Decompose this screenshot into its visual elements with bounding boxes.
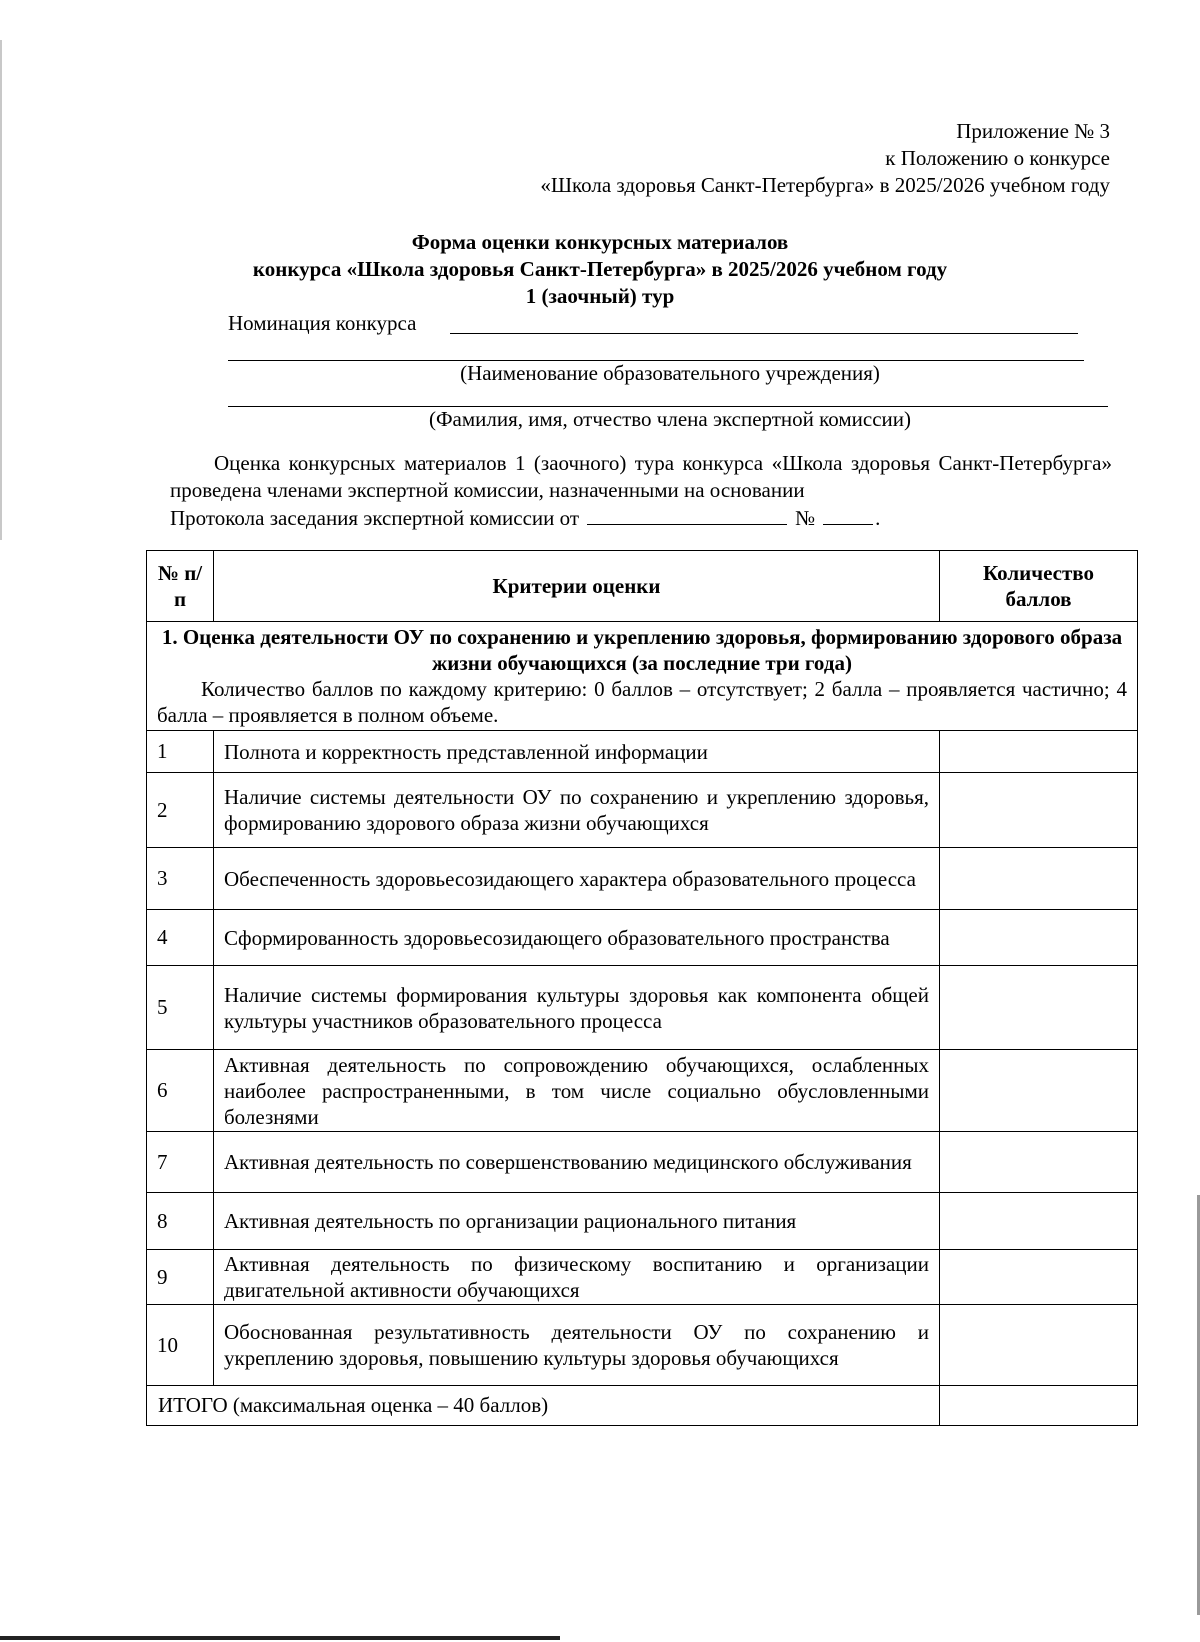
row-num: 9: [147, 1250, 214, 1305]
school-input-line[interactable]: [228, 340, 1084, 361]
appendix-header: [540, 118, 1110, 199]
row-num: 4: [147, 910, 214, 966]
score-cell[interactable]: [940, 1050, 1138, 1132]
protocol-date-line[interactable]: [587, 504, 787, 525]
row-num: 5: [147, 966, 214, 1050]
score-cell[interactable]: [940, 966, 1138, 1050]
form-title: [150, 229, 1050, 310]
row-criterion: Обоснованная результативность деятельности ОУ по сохранению и укреплению здоровья, повышению культуры здоровья обучающихся: [214, 1305, 940, 1386]
row-num: 2: [147, 773, 214, 848]
protocol-number-line[interactable]: [823, 504, 873, 525]
row-criterion: Активная деятельность по организации рационального питания: [214, 1193, 940, 1250]
row-criterion: Активная деятельность по физическому воспитанию и организации двигательной активности обучающихся: [214, 1250, 940, 1305]
table-row: [147, 966, 1138, 1050]
paragraph-last-line: [170, 504, 1112, 532]
score-cell[interactable]: [940, 1305, 1138, 1386]
section-cell: [147, 622, 1138, 731]
score-cell[interactable]: [940, 848, 1138, 910]
score-cell[interactable]: [940, 910, 1138, 966]
row-criterion: Наличие системы формирования культуры здоровья как компонента общей культуры участников образовательного процесса: [214, 966, 940, 1050]
table-row: [147, 1193, 1138, 1250]
school-caption: (Наименование образовательного учреждения): [460, 361, 880, 385]
row-criterion: Активная деятельность по совершенствованию медицинского обслуживания: [214, 1132, 940, 1193]
row-criterion: Обеспеченность здоровьесозидающего характера образовательного процесса: [214, 848, 940, 910]
section-title: 1. Оценка деятельности ОУ по сохранению и укреплению здоровья, формированию здорового образа жизни обучающихся (за последние три года): [161, 625, 1123, 675]
scan-edge-bottom: [0, 1636, 560, 1640]
criteria-table: [146, 550, 1138, 1426]
nomination-label: Номинация конкурса: [228, 311, 417, 335]
appendix-line-2: к Положению о конкурсе: [885, 146, 1110, 170]
header-criteria: Критерии оценки: [214, 551, 940, 622]
evaluation-paragraph: [170, 450, 1112, 532]
score-cell[interactable]: [940, 1132, 1138, 1193]
appendix-line-1: Приложение № 3: [956, 119, 1110, 143]
expert-caption: (Фамилия, имя, отчество члена экспертной комиссии): [428, 407, 912, 431]
row-criterion: Сформированность здоровьесозидающего образовательного пространства: [214, 910, 940, 966]
score-cell[interactable]: [940, 1193, 1138, 1250]
table-row: [147, 731, 1138, 773]
protocol-label: Протокола заседания экспертной комиссии от: [170, 506, 580, 530]
row-num: 10: [147, 1305, 214, 1386]
table-row: [147, 1250, 1138, 1305]
paragraph-text: Оценка конкурсных материалов 1 (заочного) тура конкурса «Школа здоровья Санкт-Петербурга» проведена членами экспертной комиссии, назначенными на основании: [170, 451, 1112, 502]
score-cell[interactable]: [940, 1250, 1138, 1305]
total-label: ИТОГО (максимальная оценка – 40 баллов): [147, 1386, 940, 1426]
row-num: 6: [147, 1050, 214, 1132]
row-criterion: Полнота и корректность представленной информации: [214, 731, 940, 773]
table-row: [147, 910, 1138, 966]
row-criterion: Активная деятельность по сопровождению обучающихся, ослабленных наиболее распространенными, в том числе социально обусловленными болезнями: [214, 1050, 940, 1132]
appendix-line-3: «Школа здоровья Санкт-Петербурга» в 2025/2026 учебном году: [540, 173, 1110, 197]
section-row: [147, 622, 1138, 731]
title-line-2: конкурса «Школа здоровья Санкт-Петербурга» в 2025/2026 учебном году: [252, 257, 948, 281]
row-num: 8: [147, 1193, 214, 1250]
title-line-3: 1 (заочный) тур: [525, 284, 675, 308]
table-row: [147, 848, 1138, 910]
table-row: [147, 1050, 1138, 1132]
total-row: [147, 1386, 1138, 1426]
score-cell[interactable]: [940, 773, 1138, 848]
total-score-cell[interactable]: [940, 1386, 1138, 1426]
title-line-1: Форма оценки конкурсных материалов: [411, 230, 789, 254]
expert-input-line[interactable]: [228, 386, 1108, 407]
row-num: 7: [147, 1132, 214, 1193]
score-cell[interactable]: [940, 731, 1138, 773]
number-sign: №: [795, 506, 816, 530]
table-row: [147, 1132, 1138, 1193]
header-score: Количество баллов: [940, 551, 1138, 622]
header-num: № п/п: [147, 551, 214, 622]
scan-edge-left: [0, 40, 2, 540]
row-num: 3: [147, 848, 214, 910]
nomination-input-line[interactable]: [450, 309, 1078, 334]
table-row: [147, 773, 1138, 848]
section-note: Количество баллов по каждому критерию: 0 баллов – отсутствует; 2 балла – проявляется частично; 4 балла – проявляется в полном объеме.: [157, 677, 1127, 727]
table-header-row: [147, 551, 1138, 622]
row-num: 1: [147, 731, 214, 773]
period: .: [875, 506, 881, 530]
row-criterion: Наличие системы деятельности ОУ по сохранению и укреплению здоровья, формированию здорового образа жизни обучающихся: [214, 773, 940, 848]
table-row: [147, 1305, 1138, 1386]
